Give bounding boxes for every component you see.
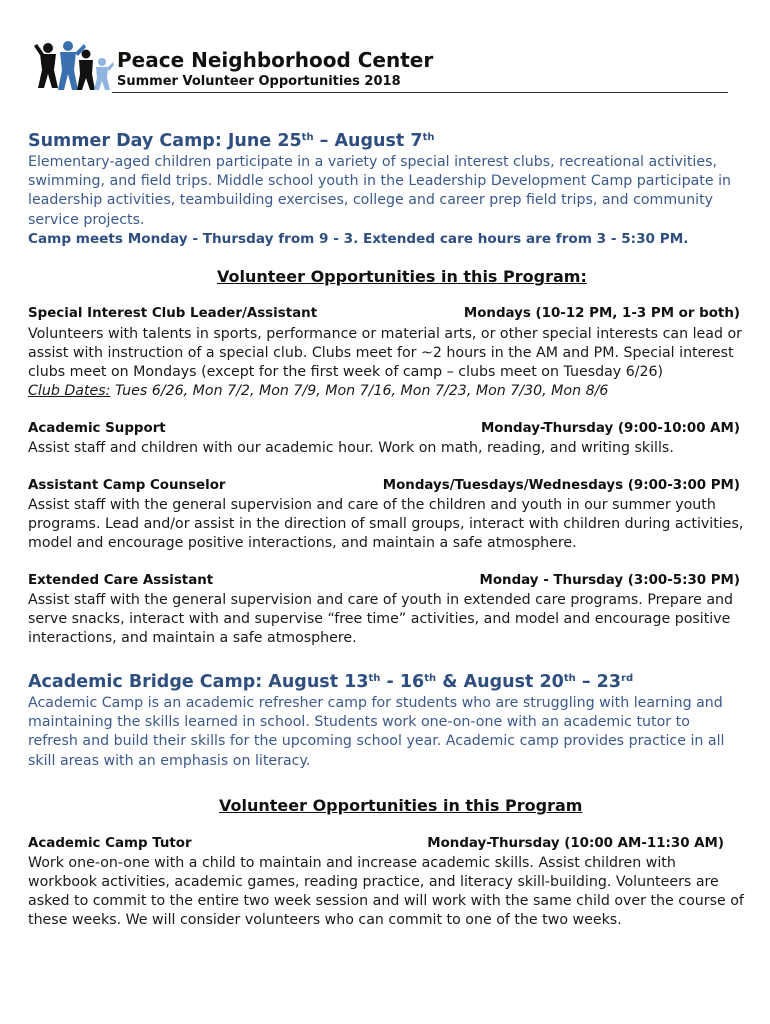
organization-name: Peace Neighborhood Center [117, 48, 434, 72]
role-description: Assist staff with the general supervision and care of the children and youth in our summer youth programs. Lead and/or assist in the direction of small groups, interact with children during activities, model and encourage positive interactions, and maintain a safe atmosphere. [28, 497, 744, 551]
club-dates-label: Club Dates: [28, 383, 111, 399]
day-camp-schedule: Camp meets Monday - Thursday from 9 - 3. Extended care hours are from 3 - 5:30 PM. [28, 231, 689, 247]
role-description: Work one-on-one with a child to maintain and increase academic skills. Assist children with workbook activities, academic games, reading practice, and literacy skill-building. Volunteers are asked to commit to the entire two week session and will work with the same child over the course of these weeks. We will consider volunteers who can commit to one of the two weeks. [28, 855, 744, 928]
role-schedule: Monday-Thursday (9:00-10:00 AM) [480, 421, 740, 436]
section-title-bridge-camp-opportunities: Volunteer Opportunities in this Program [219, 796, 583, 815]
role-title: Special Interest Club Leader/Assistant [28, 306, 318, 321]
day-camp-description: Elementary-aged children participate in a variety of special interest clubs, recreational activities, swimming, and field trips. Middle school youth in the Leadership Development Camp participate in leadership activities, teambuilding exercises, college and career prep field trips, and community service projects. [28, 154, 732, 228]
role-title: Academic Support [28, 421, 166, 436]
role-title: Extended Care Assistant [28, 573, 214, 588]
section-title-day-camp-opportunities: Volunteer Opportunities in this Program: [217, 267, 587, 286]
logo-people-figures [34, 40, 114, 92]
bridge-camp-description: Academic Camp is an academic refresher camp for students who are struggling with learning and maintaining the skills learned in school. Students work one-on-one with an academic tutor to refresh and build their skills for the upcoming school year. Academic camp provides practice in all skill areas with an emphasis on literacy. [28, 695, 725, 769]
day-camp-heading: Summer Day Camp: June 25th – August 7th [28, 131, 435, 151]
role-title: Academic Camp Tutor [28, 836, 192, 851]
role-description: Assist staff and children with our academic hour. Work on math, reading, and writing skills. [28, 440, 674, 456]
role-schedule: Mondays/Tuesdays/Wednesdays (9:00-3:00 PM) [382, 478, 740, 493]
bridge-camp-heading: Academic Bridge Camp: August 13th - 16th & August 20th – 23rd [28, 672, 634, 692]
role-schedule: Monday-Thursday (10:00 AM-11:30 AM) [427, 836, 724, 851]
role-title: Assistant Camp Counselor [28, 478, 226, 493]
role-schedule: Mondays (10-12 PM, 1-3 PM or both) [463, 306, 740, 321]
header-divider [112, 92, 728, 93]
club-dates: Club Dates: Tues 6/26, Mon 7/2, Mon 7/9, Mon 7/16, Mon 7/23, Mon 7/30, Mon 8/6 [28, 383, 609, 399]
role-description: Volunteers with talents in sports, performance or material arts, or other special interests can lead or assist with instruction of a special club. Clubs meet for ~2 hours in the AM and PM. Special interest clubs meet on Mondays (except for the first week of camp – clubs meet on Tuesday 6/26) [28, 326, 742, 380]
role-schedule: Monday - Thursday (3:00-5:30 PM) [479, 573, 740, 588]
document-subtitle: Summer Volunteer Opportunities 2018 [117, 74, 401, 89]
role-description: Assist staff with the general supervision and care of youth in extended care programs. Prepare and serve snacks, interact with and supervise “free time” activities, and model and encourage positive interactions, and maintain a safe atmosphere. [28, 592, 734, 646]
